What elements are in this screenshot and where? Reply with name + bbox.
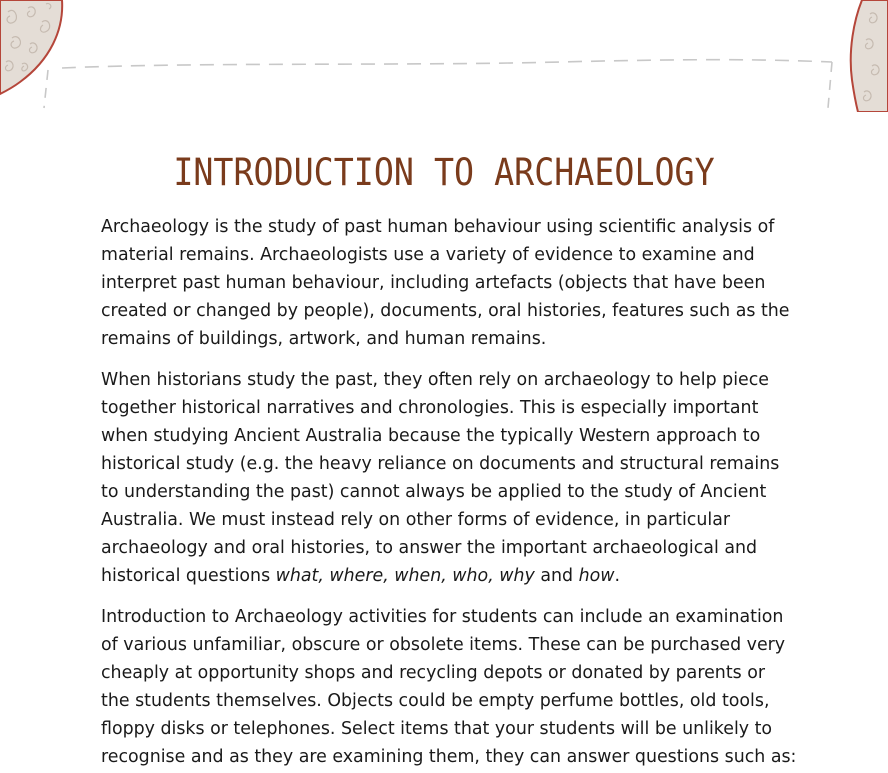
paragraph-2 — [101, 366, 791, 590]
text-line: created or changed by people), documents, oral histories, features such as the — [101, 301, 790, 321]
text-fragment: historical questions — [101, 566, 276, 586]
dashed-border-decoration — [0, 0, 888, 112]
paragraph-1 — [101, 213, 791, 353]
text-fragment: . — [614, 566, 620, 586]
text-line: historical study (e.g. the heavy reliance on documents and structural remains — [101, 454, 780, 474]
text-line: floppy disks or telephones. Select items that your students will be unlikely to — [101, 719, 773, 739]
text-line: when studying Ancient Australia because the typically Western approach to — [101, 426, 761, 446]
text-line: of various unfamiliar, obscure or obsolete items. These can be purchased very — [101, 635, 786, 655]
text-line-final — [101, 562, 791, 590]
text-line: recognise and as they are examining them, they can answer questions such as: — [101, 747, 797, 767]
corner-pattern-decoration-right — [844, 0, 888, 112]
text-line: Australia. We must instead rely on other forms of evidence, in particular — [101, 510, 730, 530]
text-line: Archaeology is the study of past human behaviour using scientific analysis of — [101, 217, 775, 237]
text-line: together historical narratives and chronologies. This is especially important — [101, 398, 759, 418]
text-line: the students themselves. Objects could be empty perfume bottles, old tools, — [101, 691, 770, 711]
document-body — [101, 213, 797, 773]
text-line: to understanding the past) cannot always be applied to the study of Ancient — [101, 482, 767, 502]
text-line: Introduction to Archaeology activities for students can include an examination — [101, 607, 784, 627]
page-title: INTRODUCTION TO ARCHAEOLOGY — [173, 150, 715, 194]
italic-question-words: what, where, when, who, why — [275, 566, 535, 586]
text-line: remains of buildings, artwork, and human remains. — [101, 329, 547, 349]
italic-question-word-how: how — [578, 566, 615, 586]
text-line: archaeology and oral histories, to answer the important archaeological and — [101, 538, 758, 558]
text-fragment: and — [534, 566, 579, 586]
text-line: cheaply at opportunity shops and recycling depots or donated by parents or — [101, 663, 766, 683]
text-line: material remains. Archaeologists use a variety of evidence to examine and — [101, 245, 755, 265]
text-line: interpret past human behaviour, including artefacts (objects that have been — [101, 273, 766, 293]
corner-pattern-decoration-left — [0, 0, 80, 100]
text-line: When historians study the past, they often rely on archaeology to help piece — [101, 370, 770, 390]
paragraph-3 — [101, 603, 797, 771]
